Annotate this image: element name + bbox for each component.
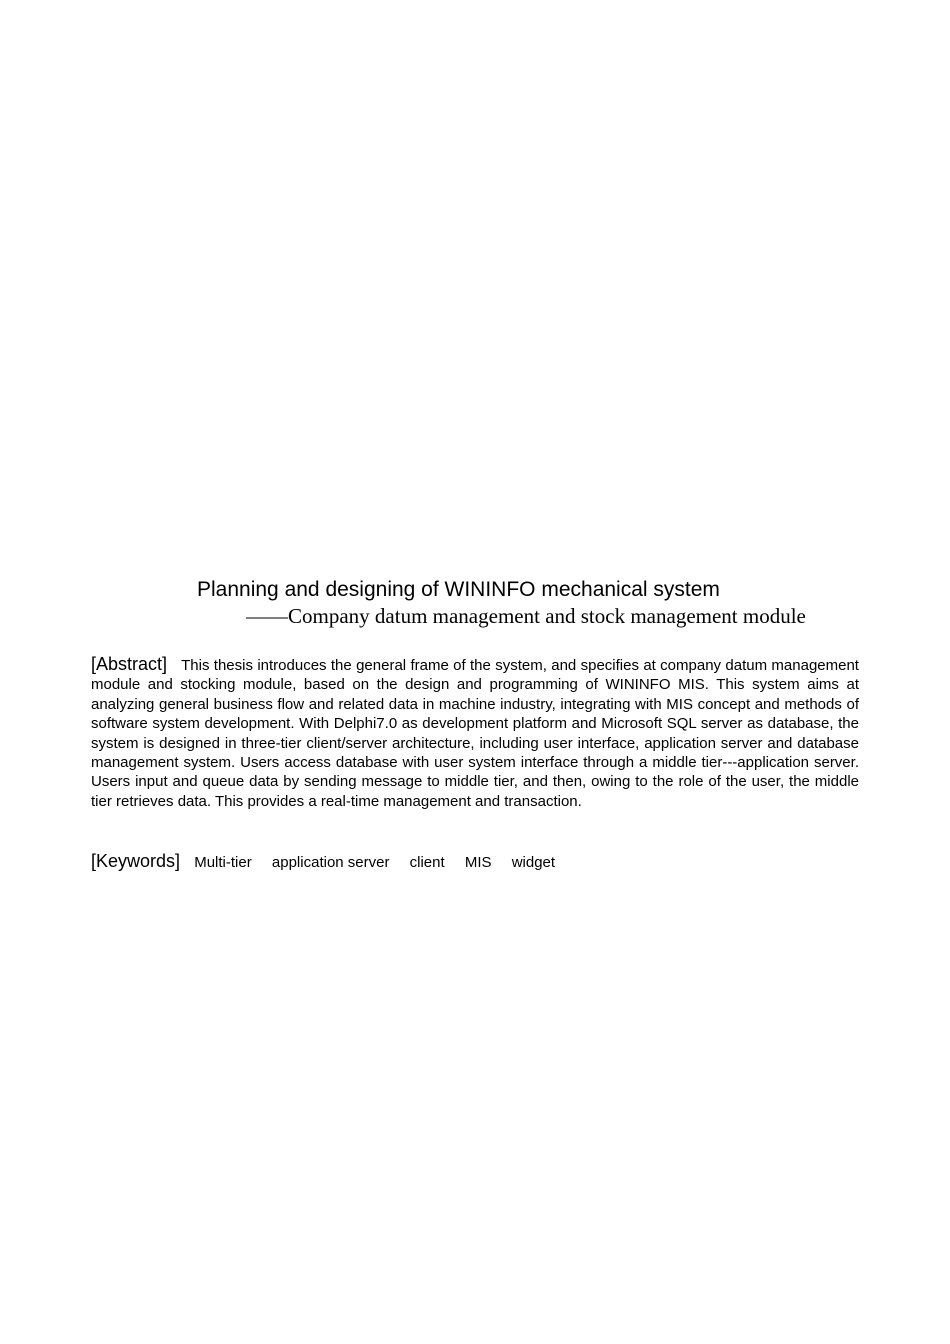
- keyword-item: Multi-tier: [194, 854, 252, 871]
- keywords-line: [91, 850, 571, 874]
- keyword-item: widget: [511, 854, 556, 871]
- keywords-label: [Keywords]: [91, 851, 181, 871]
- abstract-text: This thesis introduces the general frame of the system, and specifies at company datum management module and stocking module, based on the design and programming of WININFO MIS. This system aims at analyzing general business flow and related data in machine industry, integrating with MIS concept and methods of software system development. With Delphi7.0 as development platform and Microsoft SQL server as database, the system is designed in three-tier client/server architecture, including user interface, application server and database management system. Users access database with user system interface through a middle tier---application server. Users input and queue data by sending message to middle tier, and then, owing to the role of the user, the middle tier retrieves data. This provides a real-time management and transaction.: [91, 657, 859, 810]
- abstract-paragraph: [91, 655, 859, 811]
- abstract-label: [Abstract]: [91, 654, 168, 674]
- keyword-item: MIS: [464, 854, 492, 871]
- keyword-item: client: [409, 854, 445, 871]
- keyword-item: application server: [271, 854, 390, 871]
- thesis-subtitle: ——Company datum management and stock management module: [246, 604, 806, 628]
- thesis-title: Planning and designing of WININFO mechanical system: [197, 578, 720, 601]
